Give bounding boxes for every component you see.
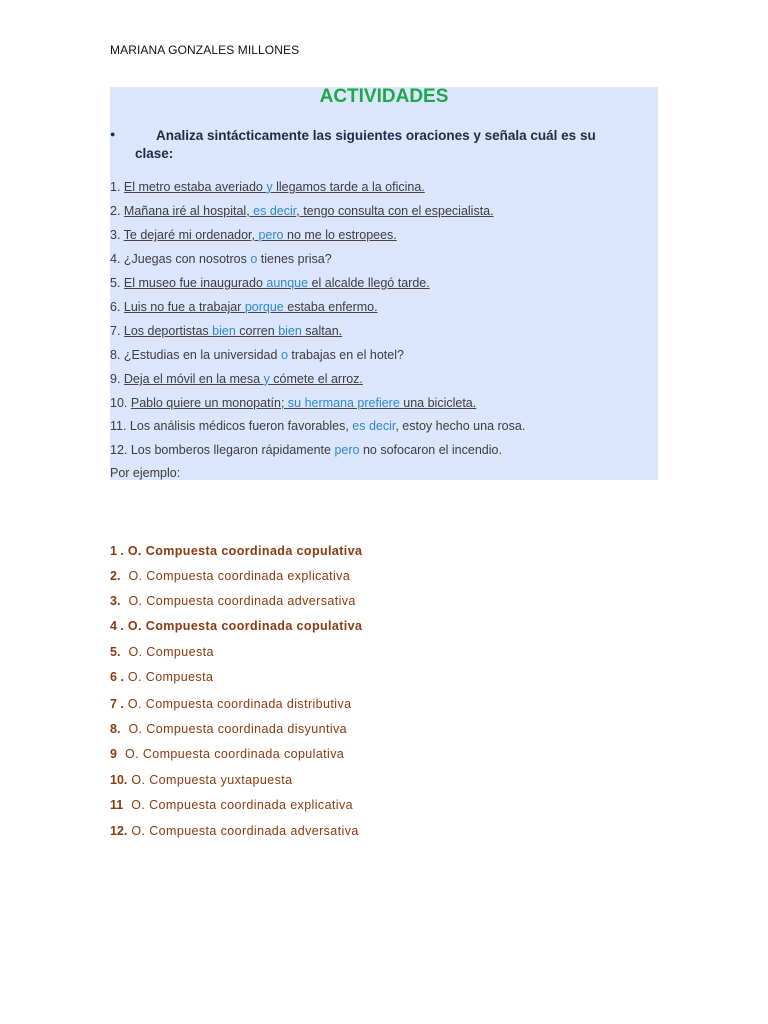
answer-number: 7 .	[110, 697, 124, 711]
sentence-text: trabajas en el hotel?	[287, 348, 404, 362]
sentence-line	[110, 442, 502, 458]
sentence-text: El metro estaba averiado	[123, 180, 267, 194]
answer-text: O. Compuesta coordinada disyuntiva	[128, 722, 348, 736]
sentence-line	[110, 275, 430, 291]
sentence-text: Luis no fue a trabajar	[123, 300, 245, 314]
connector-word: y	[263, 372, 270, 386]
connector-word: o	[250, 252, 258, 266]
sentence-text: 12. Los bomberos llegaron rápidamente	[110, 443, 335, 457]
answer-line	[110, 696, 351, 712]
sentence-text: 4. ¿Juegas con nosotros	[110, 252, 251, 266]
answer-number: 5.	[110, 645, 121, 659]
sentence-text: 10.	[110, 396, 131, 410]
connector-word: y	[266, 180, 273, 194]
connector-word: porque	[244, 300, 284, 314]
sentence-text: 3.	[110, 228, 124, 242]
sentence-line	[110, 465, 180, 481]
answer-number: 6 .	[110, 670, 124, 684]
answer-line	[110, 618, 362, 634]
answer-text: O. Compuesta coordinada distributiva	[127, 697, 352, 711]
answer-text: O. Compuesta yuxtapuesta	[131, 773, 293, 787]
sentence-text: , estoy hecho una rosa.	[395, 419, 526, 433]
sentence-text: el alcalde llegó tarde.	[308, 276, 430, 290]
answer-text: O. Compuesta	[128, 645, 214, 659]
sentence-line	[110, 395, 476, 411]
sentence-text: 7.	[110, 324, 124, 338]
connector-word: bien	[212, 324, 236, 338]
answer-text: O. Compuesta coordinada copulativa	[124, 747, 345, 761]
sentence-line	[110, 323, 342, 339]
sentence-text: Pablo quiere un monopatín;	[130, 396, 288, 410]
answer-line	[110, 593, 356, 609]
answer-line	[110, 669, 213, 685]
answer-number: 3.	[110, 594, 121, 608]
answer-line	[110, 568, 350, 584]
instruction-text: Analiza sintácticamente las siguientes oraciones y señala cuál es su clase:	[135, 128, 596, 161]
sentence-text: 11. Los análisis médicos fueron favorables,	[110, 419, 353, 433]
sentence-line	[110, 371, 363, 387]
answer-number: 4 .	[110, 619, 124, 633]
sentence-text: 2.	[110, 204, 124, 218]
answer-number: 8.	[110, 722, 121, 736]
connector-word: es decir	[253, 204, 297, 218]
sentence-text: Mañana iré al hospital,	[123, 204, 254, 218]
answer-number: 9	[110, 747, 117, 761]
answer-text: O. Compuesta coordinada adversativa	[131, 824, 359, 838]
author-name: MARIANA GONZALES MILLONES	[110, 43, 300, 57]
sentence-text: Por ejemplo:	[110, 466, 181, 480]
sentence-line	[110, 251, 332, 267]
answer-line	[110, 797, 353, 813]
answer-number: 11	[110, 798, 124, 812]
sentence-text: 9.	[110, 372, 124, 386]
sentence-line	[110, 203, 494, 219]
sentence-text: llegamos tarde a la oficina.	[272, 180, 425, 194]
sentence-text: corren	[235, 324, 279, 338]
sentence-line	[110, 418, 525, 434]
connector-word: bien	[278, 324, 302, 338]
bullet-icon: ●	[110, 129, 116, 139]
connector-word: pero	[334, 443, 360, 457]
answer-number: 1 .	[110, 544, 124, 558]
sentence-text: Te dejaré mi ordenador,	[123, 228, 259, 242]
sentence-text: estaba enfermo.	[283, 300, 378, 314]
answer-number: 10.	[110, 773, 128, 787]
sentence-text: Deja el móvil en la mesa	[123, 372, 264, 386]
sentence-text: tienes prisa?	[257, 252, 332, 266]
sentence-text: 5.	[110, 276, 124, 290]
sentence-line	[110, 299, 378, 315]
sentence-text: no me lo estropees.	[283, 228, 397, 242]
sentence-text: una bicicleta.	[403, 396, 477, 410]
answer-line	[110, 823, 359, 839]
sentence-text: Los deportistas	[123, 324, 213, 338]
answer-text: O. Compuesta coordinada copulativa	[127, 619, 363, 633]
sentence-text: 1.	[110, 180, 124, 194]
answer-text: O. Compuesta coordinada adversativa	[128, 594, 356, 608]
activity-title: ACTIVIDADES	[319, 86, 449, 107]
answer-number: 12.	[110, 824, 128, 838]
answer-number: 2.	[110, 569, 121, 583]
answer-line	[110, 772, 292, 788]
sentence-text: saltan.	[301, 324, 343, 338]
sentence-text: El museo fue inaugurado	[123, 276, 267, 290]
sentence-text: 8. ¿Estudias en la universidad	[110, 348, 281, 362]
connector-word: pero	[258, 228, 284, 242]
connector-word: o	[280, 348, 288, 362]
sentence-text: cómete el arroz.	[269, 372, 363, 386]
sentence-line	[110, 227, 397, 243]
answer-line	[110, 746, 344, 762]
activity-box	[110, 87, 658, 480]
answer-text: O. Compuesta coordinada explicativa	[131, 798, 353, 812]
connector-word: es decir	[352, 419, 396, 433]
sentence-text: , tengo consulta con el especialista.	[296, 204, 494, 218]
sentence-line	[110, 179, 425, 195]
answer-text: O. Compuesta	[127, 670, 214, 684]
answer-text: O. Compuesta coordinada explicativa	[128, 569, 351, 583]
connector-word: su hermana prefiere	[287, 396, 404, 410]
answer-line	[110, 644, 214, 660]
answer-text: O. Compuesta coordinada copulativa	[127, 544, 363, 558]
answer-line	[110, 543, 362, 559]
answer-line	[110, 721, 347, 737]
sentence-text: 6.	[110, 300, 124, 314]
connector-word: aunque	[266, 276, 309, 290]
sentence-line	[110, 347, 404, 363]
sentence-text: no sofocaron el incendio.	[359, 443, 502, 457]
